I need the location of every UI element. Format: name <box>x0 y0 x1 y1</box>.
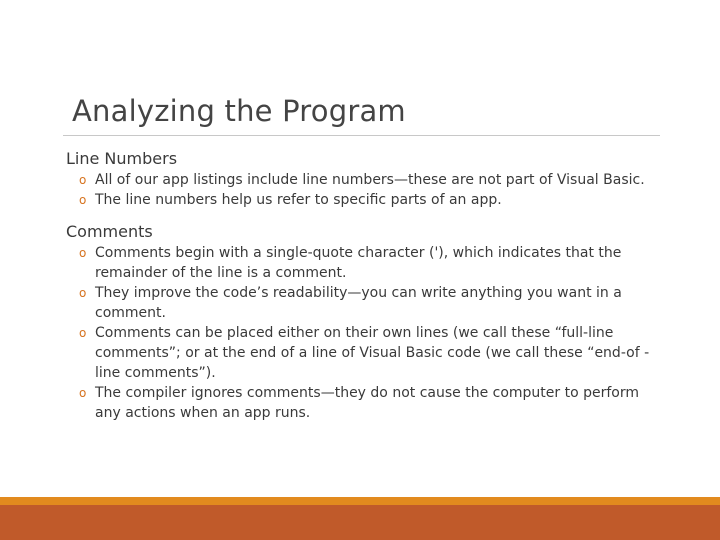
footer-bar <box>0 505 720 540</box>
bullet-circle-icon: o <box>79 246 87 260</box>
bullet-circle-icon: o <box>79 386 87 400</box>
bullet-item <box>66 283 666 323</box>
section-comments <box>66 221 666 423</box>
bullet-circle-icon: o <box>79 326 87 340</box>
bullet-list <box>66 170 666 210</box>
bullet-text: The line numbers help us refer to specific parts of an app. <box>95 192 502 208</box>
bullet-item <box>66 323 666 383</box>
bullet-circle-icon: o <box>79 173 87 187</box>
slide-body <box>66 148 666 423</box>
bullet-text: All of our app listings include line numbers—these are not part of Visual Basic. <box>95 172 645 188</box>
bullet-item <box>66 243 666 283</box>
bullet-text: The compiler ignores comments—they do not cause the computer to perform any actions when an app runs. <box>95 385 639 421</box>
slide-title: Analyzing the Program <box>72 94 406 128</box>
bullet-text: They improve the code’s readability—you can write anything you want in a comment. <box>95 285 622 321</box>
bullet-item <box>66 170 666 190</box>
bullet-circle-icon: o <box>79 286 87 300</box>
bullet-item <box>66 190 666 210</box>
footer-accent-bar <box>0 497 720 505</box>
bullet-circle-icon: o <box>79 193 87 207</box>
section-line-numbers <box>66 148 666 210</box>
title-divider <box>63 135 660 136</box>
section-heading: Line Numbers <box>66 149 178 168</box>
bullet-text: Comments can be placed either on their own lines (we call these “full-line comments”; or at the end of a line of Visual Basic code (we call these “end-of -line comments”). <box>95 325 650 381</box>
bullet-text: Comments begin with a single-quote character ('), which indicates that the remainder of the line is a comment. <box>95 245 622 281</box>
bullet-item <box>66 383 666 423</box>
bullet-list <box>66 243 666 423</box>
section-heading: Comments <box>66 222 153 241</box>
